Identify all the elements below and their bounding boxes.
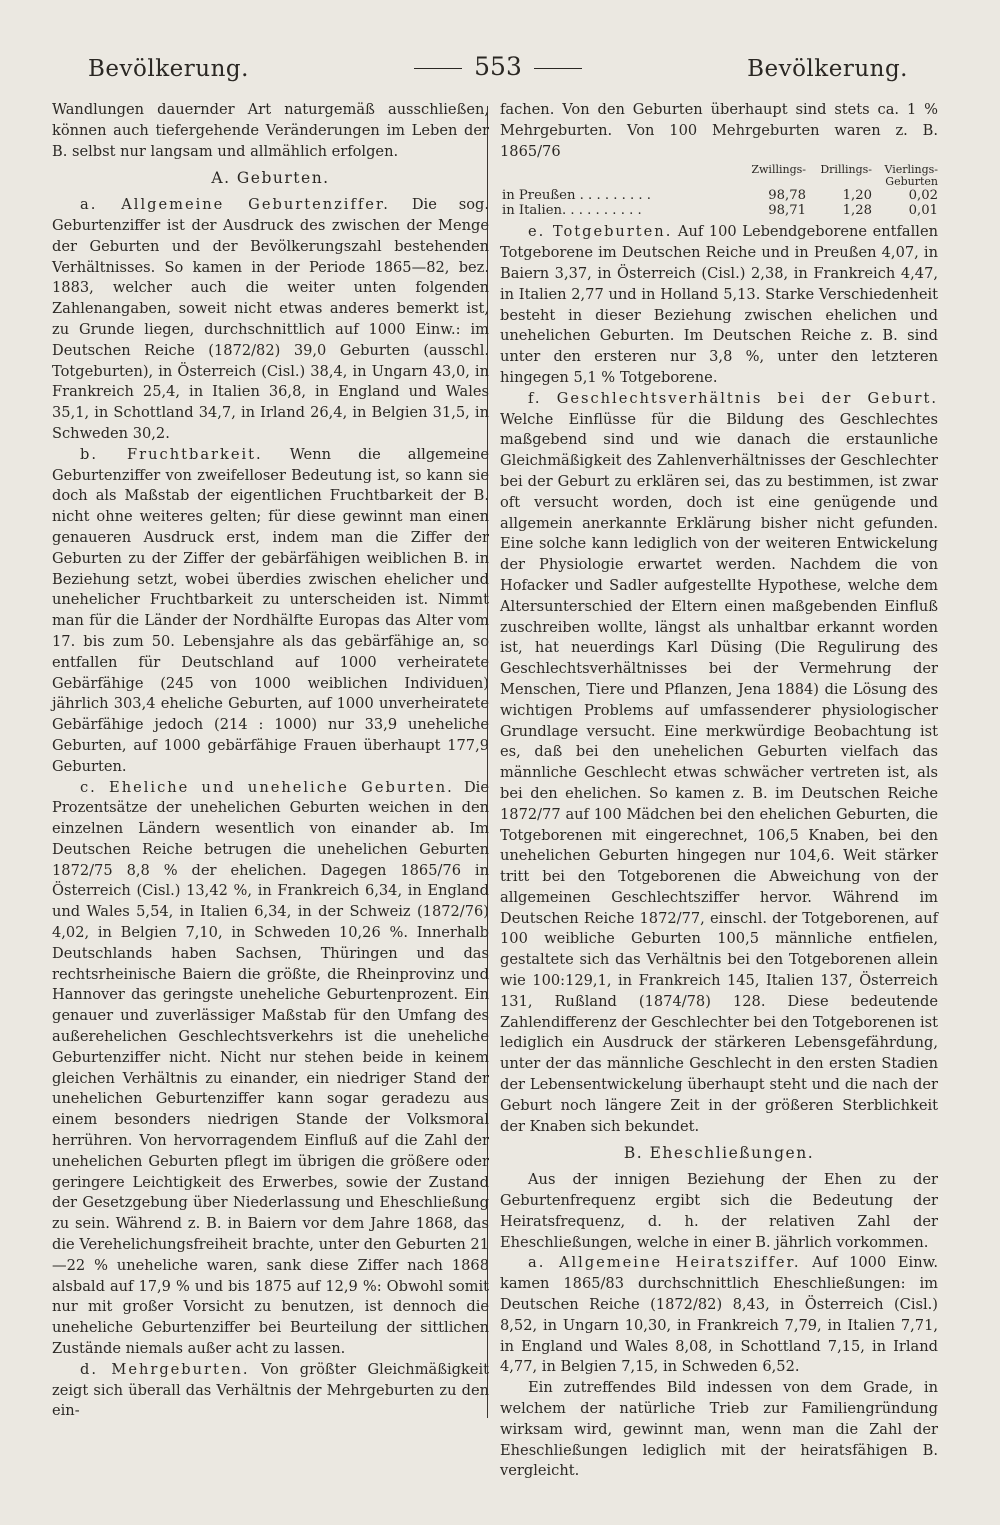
paragraph-mehrgeburten: [52, 1360, 489, 1422]
table-row: [500, 188, 938, 203]
text-fruchtbarkeit: Wenn die allgemeine Geburtenziffer von zweifelloser Bedeutung ist, so kann sie doch als Maßstab der eigentlichen Fruchtbarkeit der B. nicht ohne weiteres gelten; für diese gewinnt man einen genaueren Ausdruck erst, indem man die Ziffer der Geburten zu der Ziffer der gebärfähigen weiblichen B. in Beziehung setzt, wobei überdies zwischen ehelicher und unehelicher Fruchtbarkeit zu unterscheiden ist. Nimmt man für die Länder der Nordhälfte Europas das Alter vom 17. bis zum 50. Lebensjahre als das gebärfähige an, so entfallen für Deutschland auf 1000 verheiratete Gebärfähige (245 von 1000 weiblichen Individuen) jährlich 303,4 eheliche Geburten, auf 1000 unverheiratete Gebärfähige jedoch (214 : 1000) nur 33,9 uneheliche Geburten, auf 1000 gebärfähige Frauen überhaupt 177,9 Geburten.: [52, 445, 489, 775]
mehrgeburten-table: [500, 164, 938, 218]
header-rule-right: [534, 68, 582, 69]
table-cell-label: in Preußen . . . . . . . . .: [502, 188, 651, 204]
paragraph-final: Ein zutreffendes Bild indessen von dem Grade, in welchem der natürliche Trieb zur Familiengründung wirksam wird, gewinnt man, wenn man die Zahl der Eheschließungen lediglich mit der heiratsfähigen B. vergleicht.: [500, 1379, 938, 1480]
intro-paragraph: Wandlungen dauernder Art naturgemäß ausschließen, können auch tiefergehende Veränderungen im Leben der B. selbst nur langsam und allmählich erfolgen.: [52, 101, 489, 160]
paragraph-geschlechtsverhaeltnis: [500, 389, 938, 1138]
subheading-geschlechtsverhaeltnis: f. Geschlechtsverhältnis bei der Geburt.: [528, 389, 938, 407]
paragraph-mehrgeburten-cont: fachen. Von den Geburten überhaupt sind stets ca. 1 % Mehrgeburten. Von 100 Mehrgeburten waren z. B. 1865/76: [500, 101, 938, 160]
table-cell: 0,02: [908, 188, 938, 204]
header-right-title: Bevölkerung.: [747, 56, 908, 82]
subheading-totgeburten: e. Totgeburten.: [528, 223, 673, 241]
header-left-title: Bevölkerung.: [88, 56, 249, 82]
section-heading-geburten: A. Geburten.: [211, 169, 330, 188]
paragraph-heiratsziffer: [500, 1253, 938, 1378]
text-totgeburten: Auf 100 Lebendgeborene entfallen Totgeborene im Deutschen Reiche und in Preußen 4,07, in Baiern 3,37, in Österreich (Cisl.) 2,38, in Frankreich 4,47, in Italien 2,77 und in Holland 5,13. Starke Verschiedenheit besteht in dieser Beziehung zwischen ehelichen und unehelichen Geburten. Im Deutschen Reiche z. B. sind unter den ersteren nur 3,8 %, unter den letzteren hingegen 5,1 % Totgeborene.: [500, 223, 939, 386]
subheading-heiratsziffer: a. Allgemeine Heiratsziffer.: [528, 1254, 801, 1272]
paragraph-fruchtbarkeit: [52, 445, 489, 778]
table-cell-label: in Italien. . . . . . . . . .: [502, 203, 642, 219]
paragraph-eheliche-uneheliche: [52, 778, 489, 1360]
table-header-row: [500, 164, 938, 176]
section-heading-eheschliessungen: B. Eheschließungen.: [623, 1144, 815, 1163]
subheading-fruchtbarkeit: b. Fruchtbarkeit.: [80, 445, 263, 463]
table-header-sub: Geburten: [885, 175, 938, 189]
subheading-geburtenziffer: a. Allgemeine Geburtenziffer.: [80, 196, 390, 214]
paragraph-eheschliessungen-intro: Aus der innigen Beziehung der Ehen zu der Geburtenfrequenz ergibt sich die Bedeutung der Heiratsfrequenz, d. h. der relativen Zahl der Eheschließungen, welche in einer B. jährlich vorkommen.: [500, 1171, 938, 1251]
table-cell: 1,20: [842, 188, 872, 204]
table-cell: 0,01: [908, 203, 938, 219]
text-geschlechtsverhaeltnis: Welche Einflüsse für die Bildung des Geschlechtes maßgebend sind und wie danach die erstaunliche Gleichmäßigkeit des Zahlenverhältnisses der Geschlechter bei der Geburt zu erklären sei, das zu bestimmen, ist zwar oft versucht worden, doch ist eine genügende und allgemein anerkannte Erklärung bisher nicht gefunden. Eine solche kann lediglich von der weiteren Entwickelung der Physiologie erwartet werden. Nachdem die von Hofacker und Sadler aufgestellte Hypothese, welche dem Altersunterschied der Eltern einen maßgebenden Einfluß zuschreiben wollte, längst als unhaltbar erkannt worden ist, hat neuerdings Karl Düsing (Die Regulirung des Geschlechtsverhältnisses bei der Vermehrung der Menschen, Tiere und Pflanzen, Jena 1884) die Lösung des wichtigen Problems auf umfassenderer physiologischer Grundlage versucht. Eine merkwürdige Beobachtung ist es, daß bei den unehelichen Geburten vielfach das männliche Geschlecht etwas schwächer vertreten ist, als bei den ehelichen. So kamen z. B. im Deutschen Reiche 1872/77 auf 100 Mädchen bei den ehelichen Geburten, die Totgeborenen mit eingerechnet, 106,5 Knaben, bei den unehelichen Geburten hingegen nur 104,6. Weit stärker tritt bei den Totgeborenen die Abweichung von der allgemeinen Geschlechtsziffer hervor. Während im Deutschen Reiche 1872/77, einschl. der Totgeborenen, auf 100 weibliche Geburten 100,5 männliche entfielen, gestaltete sich das Verhältnis bei den Totgeborenen allein wie 100:129,1, in Frankreich 145, Italien 137, Österreich 131, Rußland (1874/78) 128. Diese bedeutende Zahlendifferenz der Geschlechter bei den Totgeborenen ist lediglich ein Ausdruck der stärkeren Lebensgefährdung, unter der das männliche Geschlecht in den ersten Stadien der Lebensentwickelung überhaupt steht und die nach der Geburt noch längere Zeit in der größeren Sterblichkeit der Knaben sich bekundet.: [500, 410, 938, 1135]
header-rule-left: [414, 68, 462, 69]
text-mehrgeburten: Von größter Gleichmäßigkeit zeigt sich überall das Verhältnis der Mehrgeburten zu den ein-: [52, 1360, 490, 1420]
paragraph-geburtenziffer: [52, 195, 489, 445]
table-header: Vierlings-: [884, 163, 938, 177]
table-header: Drillings-: [820, 163, 872, 177]
running-header: [88, 52, 908, 92]
table-cell: 98,71: [768, 203, 806, 219]
table-cell: 1,28: [842, 203, 872, 219]
right-column: [500, 100, 938, 1482]
page-number: 553: [474, 52, 522, 81]
paragraph-totgeburten: [500, 222, 938, 388]
text-geburtenziffer: Die sog. Geburtenziffer ist der Ausdruck des zwischen der Menge der Geburten und der Bevölkerungszahl bestehenden Verhältnisses. So kamen in der Periode 1865—82, bez. 1883, welcher auch die weiter unten folgenden Zahlenangaben, soweit nicht etwas anderes bemerkt ist, zu Grunde liegen, durchschnittlich auf 1000 Einw.: im Deutschen Reiche (1872/82) 39,0 Geburten (ausschl. Totgeburten), in Österreich (Cisl.) 38,4, in Ungarn 43,0, in Frankreich 25,4, in Italien 36,8, in England und Wales 35,1, in Schottland 34,7, in Irland 26,4, in Belgien 31,5, in Schweden 30,2.: [52, 196, 489, 442]
subheading-eheliche-uneheliche: c. Eheliche und uneheliche Geburten.: [80, 778, 454, 796]
table-header: Zwillings-: [751, 163, 806, 177]
subheading-mehrgeburten: d. Mehrgeburten.: [80, 1360, 250, 1378]
text-heiratsziffer: Auf 1000 Einw. kamen 1865/83 durchschnittlich Eheschließungen: im Deutschen Reiche (1872/82) 8,43, in Österreich (Cisl.) 8,52, in Ungarn 10,30, in Frankreich 7,79, in Italien 7,71, in England und Wales 8,08, in Schottland 7,15, in Irland 4,77, in Belgien 7,15, in Schweden 6,52.: [500, 1254, 938, 1376]
table-subheader-row: [500, 176, 938, 188]
left-column: [52, 100, 489, 1422]
text-eheliche-uneheliche: Die Prozentsätze der unehelichen Geburten weichen in den einzelnen Ländern wesentlich von einander ab. Im Deutschen Reiche betrugen die unehelichen Geburten 1872/75 8,8 % der ehelichen. Dagegen 1865/76 in Österreich (Cisl.) 13,42 %, in Frankreich 6,34, in England und Wales 5,54, in Italien 6,34, in der Schweiz (1872/76) 4,02, in Belgien 7,10, in Schweden 10,26 %. Innerhalb Deutschlands haben Sachsen, Thüringen und das rechtsrheinische Baiern die größte, die Rheinprovinz und Hannover das geringste uneheliche Geburtenprozent. Ein genauer und zuverlässiger Maßstab für den Umfang des außerehelichen Geschlechtsverkehrs ist die uneheliche Geburtenziffer nicht. Nicht nur stehen beide in keinem gleichen Verhältnis zu einander, ein niedriger Stand der unehelichen Geburtenziffer kann sogar geradezu aus einem besonders niedrigen Stande der Volksmoral herrühren. Von hervorragendem Einfluß auf die Zahl der unehelichen Geburten pflegt im übrigen die größere oder geringere Leichtigkeit des Erwerbes, sowie der Zustand der Gesetzgebung über Niederlassung und Eheschließung zu sein. Während z. B. in Baiern vor dem Jahre 1868, das die Verehelichungsfreiheit brachte, unter den Geburten 21—22 % uneheliche waren, sank diese Ziffer nach 1868 alsbald auf 17,9 % und bis 1875 auf 12,9 %: Obwohl somit nur mit großer Vorsicht zu benutzen, ist dennoch die uneheliche Geburtenziffer bei Beurteilung der sittlichen Zustände niemals außer acht zu lassen.: [52, 778, 489, 1358]
table-cell: 98,78: [768, 188, 806, 204]
table-row: [500, 203, 938, 218]
